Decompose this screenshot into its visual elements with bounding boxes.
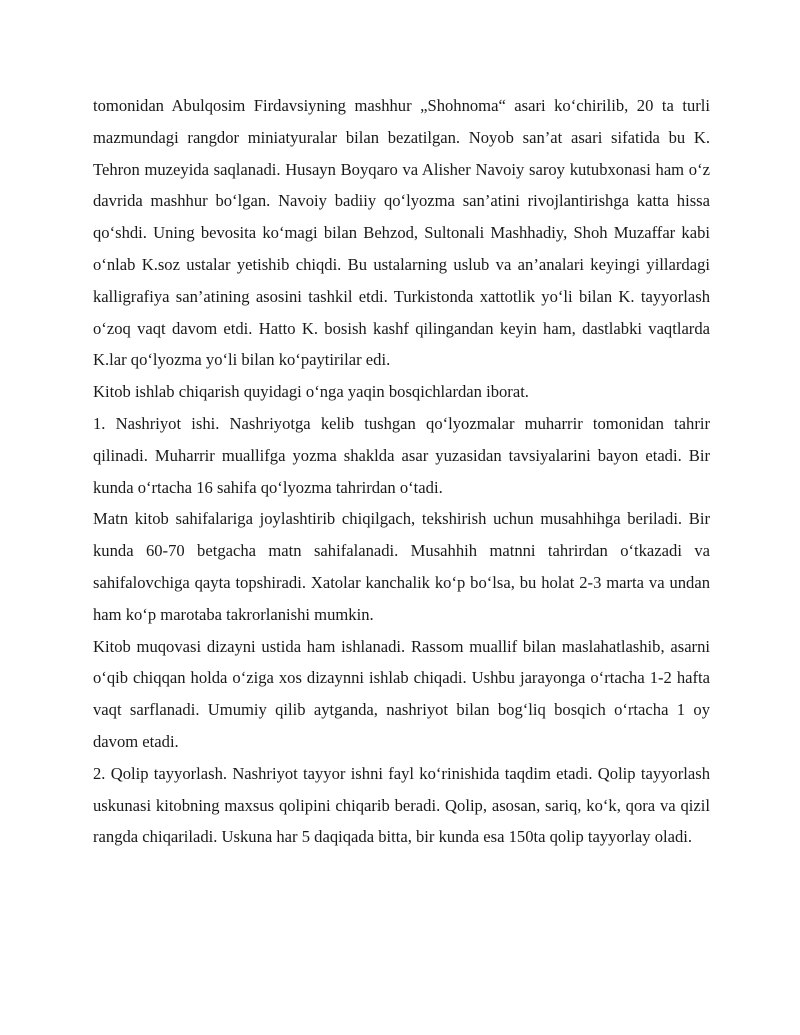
paragraph-production-stages-intro: Kitob ishlab chiqarish quyidagi o‘nga yaqin bosqichlardan iborat. — [93, 382, 529, 402]
paragraph-manuscript-history: tomonidan Abulqosim Firdavsiyning mashhur „Shohnoma“ asari ko‘chirilib, 20 ta turli mazmundagi rangdor miniatyuralar bilan bezatilgan. Noyob san’at asari sifatida bu K. Tehron muzeyida saqlanadi. Husayn Boyqaro va Alisher Navoiy saroy kutubxonasi ham o‘z davrida mashhur bo‘lgan. Navoiy badiiy qo‘lyozma san’atini rivojlantirishga katta hissa qo‘shdi. Uning bevosita ko‘magi bilan Behzod, Sultonali Mashhadiy, Shoh Muzaffar kabi o‘nlab K.soz ustalar yetishib chiqdi. Bu ustalarning uslub va an’analari keyingi yillardagi kalligrafiya san’atining asosini tashkil etdi. Turkistonda xattotlik yo‘li bilan K. tayyorlash o‘zoq vaqt davom etdi. Hatto K. bosish kashf qilingandan keyin ham, dastlabki vaqtlarda K.lar qo‘lyozma yo‘li bilan ko‘paytirilar edi. — [93, 96, 710, 370]
paragraph-plate-preparation: 2. Qolip tayyorlash. Nashriyot tayyor ishni fayl ko‘rinishida taqdim etadi. Qolip tayyorlash uskunasi kitobning maxsus qolipini chiqarib beradi. Qolip, asosan, sariq, ko‘k, qora va qizil rangda chiqariladi. Uskuna har 5 daqiqada bitta, bir kunda esa 150ta qolip tayyorlay oladi. — [93, 763, 710, 847]
document-page — [93, 90, 710, 853]
paragraph-publishing-work: 1. Nashriyot ishi. Nashriyotga kelib tushgan qo‘lyozmalar muharrir tomonidan tahrir qilinadi. Muharrir muallifga yozma shaklda asar yuzasidan tavsiyalarini bayon etadi. Bir kunda o‘rtacha 16 sahifa qo‘lyozma tahrirdan o‘tadi. — [93, 413, 710, 497]
paragraph-proofreading: Matn kitob sahifalariga joylashtirib chiqilgach, tekshirish uchun musahhihga beriladi. Bir kunda 60-70 betgacha matn sahifalanadi. Musahhih matnni tahrirdan o‘tkazadi va sahifalovchiga qayta topshiradi. Xatolar kanchalik ko‘p bo‘lsa, bu holat 2-3 marta va undan ham ko‘p marotaba takrorlanishi mumkin. — [93, 509, 710, 624]
paragraph-cover-design: Kitob muqovasi dizayni ustida ham ishlanadi. Rassom muallif bilan maslahatlashib, asarni o‘qib chiqqan holda o‘ziga xos dizaynni ishlab chiqadi. Ushbu jarayonga o‘rtacha 1-2 hafta vaqt sarflanadi. Umumiy qilib aytganda, nashriyot bilan bog‘liq bosqich o‘rtacha 1 oy davom etadi. — [93, 636, 710, 751]
